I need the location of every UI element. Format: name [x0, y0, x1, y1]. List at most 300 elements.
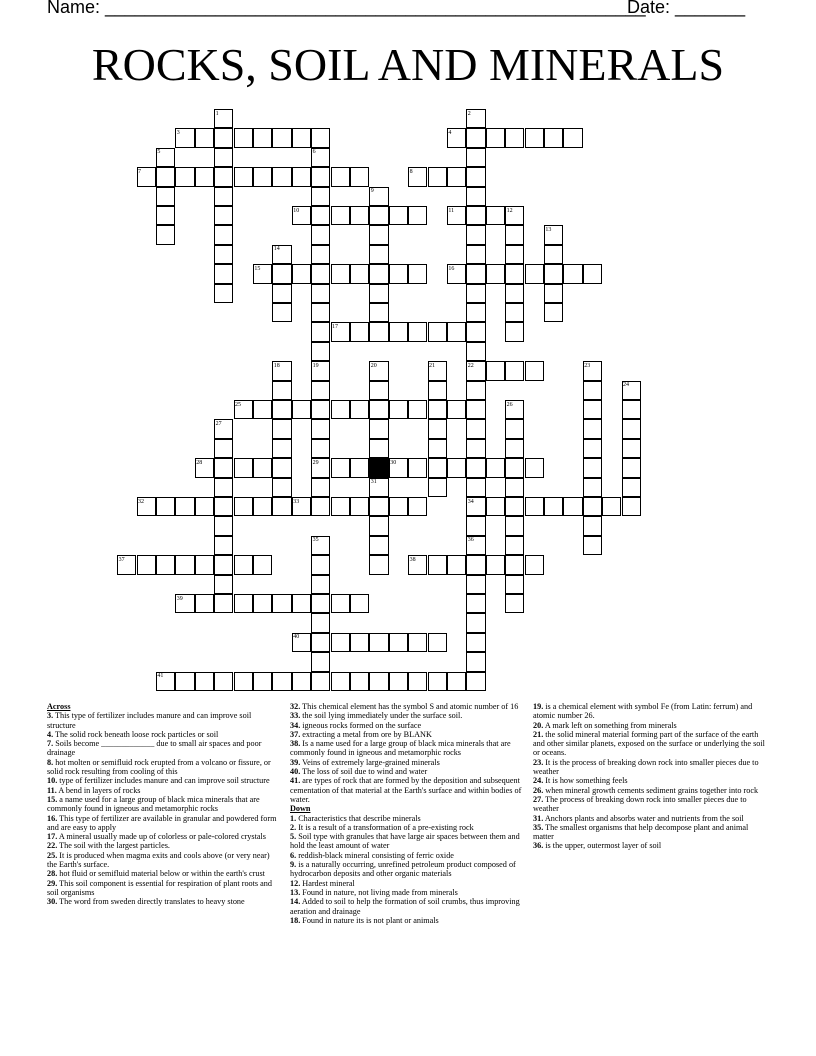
grid-cell[interactable] [253, 594, 272, 613]
grid-cell[interactable] [505, 245, 524, 264]
grid-cell[interactable] [272, 497, 291, 516]
clue-number: 10. [47, 776, 58, 786]
grid-cell[interactable] [466, 303, 485, 322]
clue-item [290, 897, 524, 916]
clue-text: Soil type with granules that have large air spaces between them and hold the least amount of water [290, 832, 520, 851]
grid-cell[interactable] [311, 303, 330, 322]
grid-cell[interactable] [214, 516, 233, 535]
grid-cell[interactable] [447, 555, 466, 574]
grid-cell[interactable] [389, 206, 408, 225]
grid-cell[interactable] [583, 516, 602, 535]
grid-cell[interactable] [156, 206, 175, 225]
clue-text: the soil lying immediately under the surface soil. [300, 711, 463, 721]
grid-cell[interactable] [447, 322, 466, 341]
grid-cell[interactable] [369, 225, 388, 244]
grid-cell[interactable] [505, 536, 524, 555]
clue-number-label: 23 [584, 362, 591, 369]
grid-cell[interactable] [428, 672, 447, 691]
grid-cell[interactable] [214, 128, 233, 147]
clue-text: A bend in layers of rocks [56, 785, 141, 795]
grid-cell[interactable] [486, 361, 505, 380]
grid-cell[interactable] [505, 128, 524, 147]
clue-number: 3. [47, 711, 54, 721]
grid-cell[interactable] [428, 478, 447, 497]
grid-cell[interactable] [272, 264, 291, 283]
grid-cell[interactable] [428, 555, 447, 574]
grid-cell[interactable] [175, 672, 194, 691]
grid-cell[interactable] [311, 594, 330, 613]
grid-cell[interactable] [466, 478, 485, 497]
grid-cell[interactable] [253, 128, 272, 147]
grid-cell[interactable] [272, 439, 291, 458]
clue-column-3 [533, 702, 765, 851]
grid-cell[interactable] [447, 458, 466, 477]
grid-cell[interactable] [544, 245, 563, 264]
grid-cell[interactable] [369, 381, 388, 400]
clue-number: 7. [47, 739, 54, 749]
grid-cell[interactable] [214, 284, 233, 303]
grid-cell[interactable] [214, 594, 233, 613]
grid-cell[interactable] [350, 458, 369, 477]
clue-item [290, 721, 524, 730]
grid-cell[interactable] [272, 594, 291, 613]
clue-number-label: 35 [312, 537, 319, 544]
grid-cell[interactable] [331, 672, 350, 691]
grid-cell[interactable] [156, 225, 175, 244]
grid-cell[interactable] [214, 478, 233, 497]
grid-cell[interactable] [466, 284, 485, 303]
grid-cell[interactable] [505, 361, 524, 380]
grid-cell[interactable] [195, 167, 214, 186]
grid-cell[interactable] [175, 167, 194, 186]
clue-number-label: 6 [312, 149, 316, 156]
grid-cell[interactable] [311, 187, 330, 206]
grid-cell[interactable] [214, 187, 233, 206]
grid-cell[interactable] [622, 439, 641, 458]
grid-cell[interactable] [408, 633, 427, 652]
grid-cell[interactable] [292, 594, 311, 613]
grid-cell[interactable] [505, 555, 524, 574]
grid-cell[interactable] [583, 400, 602, 419]
grid-cell[interactable] [369, 264, 388, 283]
grid-cell[interactable] [369, 400, 388, 419]
grid-cell[interactable] [214, 167, 233, 186]
grid-cell[interactable] [156, 167, 175, 186]
grid-cell[interactable] [428, 167, 447, 186]
grid-cell[interactable] [369, 516, 388, 535]
grid-cell[interactable] [525, 555, 544, 574]
grid-cell[interactable] [195, 497, 214, 516]
grid-cell[interactable] [311, 478, 330, 497]
grid-cell[interactable] [428, 400, 447, 419]
grid-cell[interactable] [156, 497, 175, 516]
grid-cell[interactable] [505, 516, 524, 535]
clue-number: 36. [533, 841, 544, 851]
grid-cell[interactable] [331, 264, 350, 283]
grid-cell[interactable] [563, 497, 582, 516]
grid-cell[interactable] [466, 652, 485, 671]
grid-cell[interactable] [428, 633, 447, 652]
grid-cell[interactable] [466, 381, 485, 400]
grid-cell[interactable] [195, 672, 214, 691]
grid-cell[interactable] [214, 206, 233, 225]
grid-cell[interactable] [505, 439, 524, 458]
grid-cell[interactable] [175, 497, 194, 516]
grid-cell[interactable] [428, 439, 447, 458]
grid-cell[interactable] [272, 419, 291, 438]
grid-cell[interactable] [505, 303, 524, 322]
grid-cell[interactable] [214, 148, 233, 167]
grid-cell[interactable] [583, 264, 602, 283]
grid-cell[interactable] [311, 439, 330, 458]
grid-cell[interactable] [466, 575, 485, 594]
grid-cell[interactable] [311, 419, 330, 438]
grid-cell[interactable] [292, 264, 311, 283]
grid-cell[interactable] [331, 458, 350, 477]
grid-cell[interactable] [389, 400, 408, 419]
clue-number: 26. [533, 785, 544, 795]
grid-cell[interactable] [350, 400, 369, 419]
grid-cell[interactable] [311, 225, 330, 244]
clue-number: 11. [47, 785, 57, 795]
grid-cell[interactable] [311, 575, 330, 594]
grid-cell[interactable] [466, 342, 485, 361]
grid-cell[interactable] [272, 128, 291, 147]
grid-cell[interactable] [272, 672, 291, 691]
grid-cell[interactable] [486, 128, 505, 147]
grid-cell[interactable] [234, 672, 253, 691]
clue-number: 24. [533, 776, 544, 786]
grid-cell[interactable] [583, 458, 602, 477]
grid-cell[interactable] [350, 264, 369, 283]
grid-cell[interactable] [389, 264, 408, 283]
grid-cell[interactable] [428, 419, 447, 438]
grid-cell[interactable] [350, 633, 369, 652]
clue-item [290, 767, 524, 776]
grid-cell[interactable] [466, 613, 485, 632]
grid-cell[interactable] [214, 575, 233, 594]
grid-cell[interactable] [505, 322, 524, 341]
grid-cell[interactable] [466, 148, 485, 167]
grid-cell[interactable] [505, 458, 524, 477]
grid-cell[interactable] [525, 264, 544, 283]
grid-cell[interactable] [408, 672, 427, 691]
across-clue-list [47, 711, 279, 906]
clue-number-label: 27 [215, 420, 222, 427]
grid-cell[interactable] [311, 555, 330, 574]
grid-cell[interactable] [272, 284, 291, 303]
grid-cell[interactable] [214, 536, 233, 555]
grid-cell[interactable] [408, 400, 427, 419]
grid-cell[interactable] [583, 497, 602, 516]
grid-cell[interactable] [525, 128, 544, 147]
grid-cell[interactable] [583, 439, 602, 458]
grid-cell[interactable] [408, 206, 427, 225]
grid-cell[interactable] [505, 594, 524, 613]
grid-cell[interactable] [428, 322, 447, 341]
grid-cell[interactable] [311, 672, 330, 691]
grid-cell[interactable] [466, 400, 485, 419]
grid-cell[interactable] [311, 381, 330, 400]
grid-cell[interactable] [311, 652, 330, 671]
clue-number-label: 18 [273, 362, 280, 369]
grid-cell[interactable] [369, 555, 388, 574]
grid-cell[interactable] [525, 361, 544, 380]
grid-cell[interactable] [214, 225, 233, 244]
grid-cell[interactable] [602, 497, 621, 516]
grid-cell[interactable] [214, 458, 233, 477]
clue-text: Added to soil to help the formation of soil crumbs, thus improving aeration and drainage [290, 897, 520, 916]
clue-text: It is a result of a transformation of a pre-existing rock [296, 822, 474, 832]
grid-cell[interactable] [563, 264, 582, 283]
grid-cell[interactable] [331, 594, 350, 613]
clue-number-label: 37 [118, 556, 125, 563]
grid-cell[interactable] [331, 497, 350, 516]
grid-cell[interactable] [505, 478, 524, 497]
grid-cell[interactable] [253, 400, 272, 419]
grid-cell[interactable] [389, 672, 408, 691]
clue-number-label: 24 [623, 382, 629, 389]
grid-cell[interactable] [350, 206, 369, 225]
grid-cell[interactable] [466, 322, 485, 341]
grid-cell[interactable] [272, 381, 291, 400]
grid-cell[interactable] [466, 516, 485, 535]
clue-number-label: 3 [176, 129, 180, 136]
grid-cell[interactable] [156, 555, 175, 574]
grid-cell[interactable] [292, 128, 311, 147]
grid-cell[interactable] [466, 245, 485, 264]
grid-cell[interactable] [544, 303, 563, 322]
grid-cell[interactable] [214, 245, 233, 264]
grid-cell[interactable] [234, 128, 253, 147]
grid-cell[interactable] [331, 167, 350, 186]
grid-cell[interactable] [544, 284, 563, 303]
grid-cell[interactable] [214, 497, 233, 516]
grid-cell[interactable] [369, 284, 388, 303]
grid-cell[interactable] [331, 633, 350, 652]
grid-cell[interactable] [369, 245, 388, 264]
grid-cell[interactable] [234, 458, 253, 477]
grid-cell[interactable] [292, 167, 311, 186]
grid-cell[interactable] [466, 672, 485, 691]
grid-cell[interactable] [583, 536, 602, 555]
clue-text: reddish-black mineral consisting of ferric oxide [296, 850, 454, 860]
grid-cell[interactable] [408, 458, 427, 477]
grid-cell[interactable] [195, 594, 214, 613]
grid-cell[interactable] [505, 284, 524, 303]
grid-cell[interactable] [350, 672, 369, 691]
grid-cell[interactable] [466, 187, 485, 206]
grid-cell[interactable] [350, 594, 369, 613]
grid-cell[interactable] [195, 128, 214, 147]
grid-cell[interactable] [389, 322, 408, 341]
clue-number-label: 16 [448, 265, 455, 272]
grid-cell[interactable] [369, 497, 388, 516]
grid-cell[interactable] [331, 206, 350, 225]
grid-cell[interactable] [583, 419, 602, 438]
grid-cell[interactable] [272, 303, 291, 322]
grid-cell[interactable] [525, 458, 544, 477]
clue-text: This type of fertilizer are available in granular and powdered form and are easy to apply [47, 813, 277, 832]
grid-cell[interactable] [195, 555, 214, 574]
grid-cell[interactable] [486, 264, 505, 283]
clue-text: is a chemical element with symbol Fe (from Latin: ferrum) and atomic number 26. [533, 702, 753, 721]
grid-cell[interactable] [466, 458, 485, 477]
clue-text: Veins of extremely large-grained minerals [300, 757, 440, 767]
grid-cell[interactable] [447, 400, 466, 419]
grid-cell[interactable] [466, 264, 485, 283]
grid-cell[interactable] [311, 342, 330, 361]
grid-cell[interactable] [311, 633, 330, 652]
grid-cell[interactable] [505, 575, 524, 594]
grid-cell[interactable] [389, 497, 408, 516]
clue-number-label: 19 [312, 362, 319, 369]
grid-cell[interactable] [466, 206, 485, 225]
clue-item [290, 888, 524, 897]
clue-item [47, 711, 279, 730]
grid-cell[interactable] [466, 128, 485, 147]
grid-cell[interactable] [292, 672, 311, 691]
grid-cell[interactable] [156, 187, 175, 206]
grid-cell[interactable] [234, 497, 253, 516]
clue-item [290, 851, 524, 860]
grid-cell[interactable] [544, 128, 563, 147]
clue-item [533, 823, 765, 842]
grid-cell[interactable] [486, 206, 505, 225]
grid-cell[interactable] [505, 264, 524, 283]
clue-item [533, 758, 765, 777]
clue-number-label: 31 [370, 479, 377, 486]
grid-cell[interactable] [253, 672, 272, 691]
grid-cell[interactable] [311, 128, 330, 147]
grid-cell[interactable] [311, 322, 330, 341]
down-clue-list [290, 814, 524, 926]
clue-text: The smallest organisms that help decompose plant and animal matter [533, 822, 749, 842]
grid-cell[interactable] [331, 400, 350, 419]
clue-item [47, 758, 279, 777]
clue-item [533, 795, 765, 814]
grid-cell[interactable] [214, 264, 233, 283]
grid-cell[interactable] [369, 206, 388, 225]
grid-cell[interactable] [350, 167, 369, 186]
grid-cell[interactable] [272, 478, 291, 497]
grid-cell[interactable] [486, 458, 505, 477]
grid-cell[interactable] [214, 672, 233, 691]
grid-cell[interactable] [622, 497, 641, 516]
grid-cell[interactable] [563, 128, 582, 147]
clue-text: hot fluid or semifluid material below or within the earth's crust [57, 869, 265, 879]
grid-cell[interactable] [622, 400, 641, 419]
grid-cell[interactable] [466, 555, 485, 574]
clue-number-label: 20 [370, 362, 377, 369]
grid-cell[interactable] [428, 381, 447, 400]
grid-cell[interactable] [447, 672, 466, 691]
grid-cell[interactable] [234, 594, 253, 613]
grid-cell[interactable] [272, 400, 291, 419]
clue-number-label: 26 [506, 401, 513, 408]
clue-item [47, 795, 279, 814]
grid-cell[interactable] [214, 555, 233, 574]
grid-cell[interactable] [408, 497, 427, 516]
grid-cell[interactable] [622, 419, 641, 438]
grid-cell[interactable] [369, 303, 388, 322]
grid-cell[interactable] [311, 245, 330, 264]
clue-number: 15. [47, 794, 58, 804]
grid-cell[interactable] [253, 555, 272, 574]
clue-text: Found in nature, not living made from minerals [300, 887, 458, 897]
grid-cell[interactable] [350, 322, 369, 341]
grid-cell[interactable] [544, 497, 563, 516]
clue-item [290, 758, 524, 767]
grid-cell[interactable] [583, 381, 602, 400]
grid-cell[interactable] [466, 225, 485, 244]
grid-cell[interactable] [466, 594, 485, 613]
clue-number: 40. [290, 767, 301, 777]
grid-cell[interactable] [369, 536, 388, 555]
grid-cell[interactable] [505, 225, 524, 244]
grid-cell[interactable] [350, 497, 369, 516]
grid-cell[interactable] [447, 167, 466, 186]
grid-cell[interactable] [505, 419, 524, 438]
grid-cell[interactable] [369, 322, 388, 341]
grid-cell[interactable] [253, 167, 272, 186]
grid-cell[interactable] [369, 419, 388, 438]
grid-cell[interactable] [369, 672, 388, 691]
grid-cell[interactable] [466, 167, 485, 186]
grid-cell[interactable] [311, 206, 330, 225]
grid-cell[interactable] [369, 633, 388, 652]
grid-cell[interactable] [622, 458, 641, 477]
grid-cell[interactable] [234, 555, 253, 574]
grid-cell[interactable] [525, 497, 544, 516]
grid-cell[interactable] [311, 497, 330, 516]
grid-cell[interactable] [583, 478, 602, 497]
clue-text: the solid mineral material forming part of the surface of the earth and other similar planets, exposed on the surface or underlying the soil or oceans. [533, 729, 765, 758]
grid-cell[interactable] [311, 284, 330, 303]
grid-cell[interactable] [408, 264, 427, 283]
grid-cell[interactable] [311, 167, 330, 186]
grid-cell[interactable] [234, 167, 253, 186]
grid-cell[interactable] [466, 439, 485, 458]
grid-cell[interactable] [622, 478, 641, 497]
clue-text: The loss of soil due to wind and water [300, 767, 428, 777]
grid-cell[interactable] [214, 439, 233, 458]
grid-cell[interactable] [408, 322, 427, 341]
grid-cell[interactable] [428, 458, 447, 477]
grid-cell[interactable] [466, 633, 485, 652]
grid-cell[interactable] [505, 497, 524, 516]
grid-cell[interactable] [175, 555, 194, 574]
grid-cell[interactable] [544, 264, 563, 283]
grid-cell[interactable] [311, 400, 330, 419]
grid-cell[interactable] [466, 419, 485, 438]
grid-cell[interactable] [272, 458, 291, 477]
grid-cell[interactable] [369, 439, 388, 458]
grid-cell[interactable] [486, 497, 505, 516]
grid-cell[interactable] [137, 555, 156, 574]
grid-cell[interactable] [311, 264, 330, 283]
grid-cell[interactable] [486, 555, 505, 574]
grid-cell[interactable] [272, 167, 291, 186]
grid-cell[interactable] [292, 400, 311, 419]
grid-cell[interactable] [389, 633, 408, 652]
clue-number: 5. [290, 832, 297, 842]
grid-cell[interactable] [311, 613, 330, 632]
grid-cell[interactable] [253, 458, 272, 477]
clue-item [47, 832, 279, 841]
grid-cell[interactable] [253, 497, 272, 516]
clue-item [47, 851, 279, 870]
